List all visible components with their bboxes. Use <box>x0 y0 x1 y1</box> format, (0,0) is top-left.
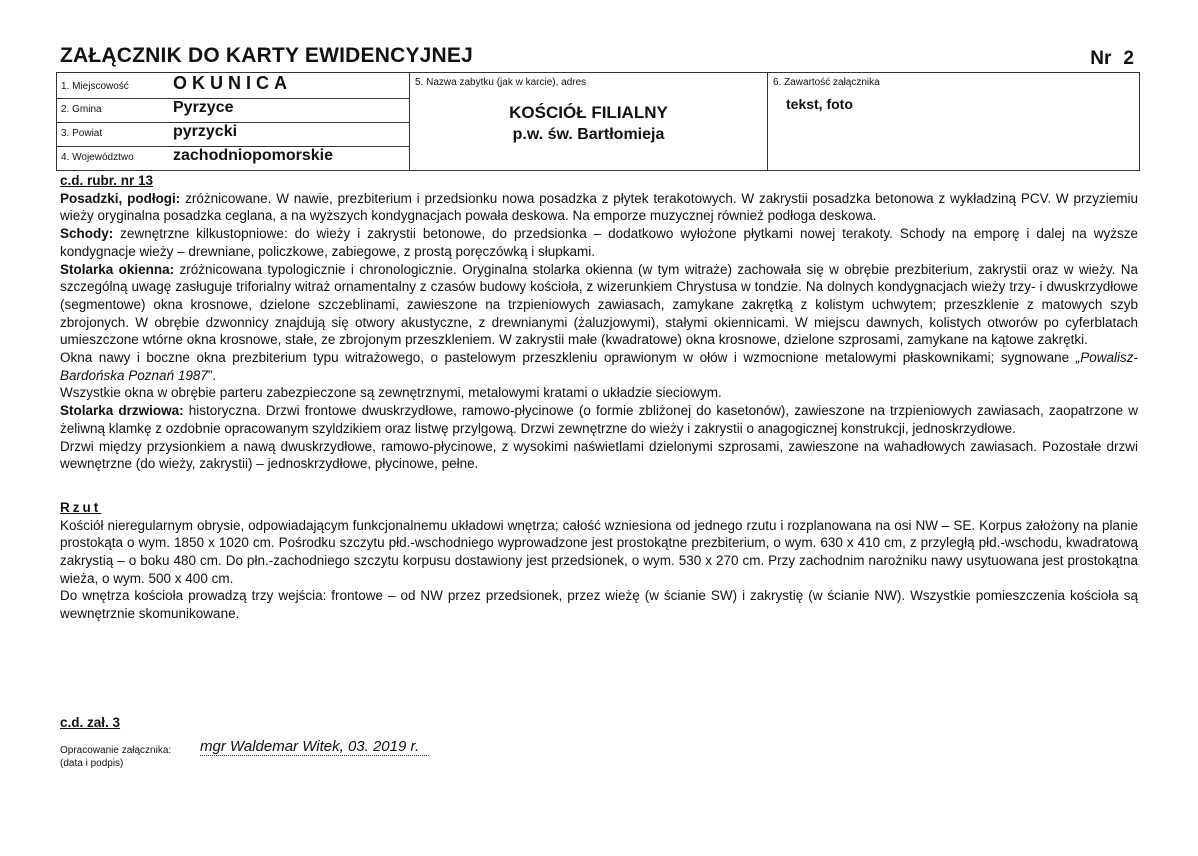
rzut-heading: Rzut <box>60 499 102 515</box>
okna-nawy-text: Okna nawy i boczne okna prezbiterium typu witrażowego, o pastelowym przeszkleniu oprawionym w ołów i wzmocnione metalowymi płaskownikami; sygnowane <box>60 350 1076 366</box>
okna-nawy-end: ”. <box>207 367 217 383</box>
zawartosc-cell <box>768 73 1140 171</box>
nazwa-line1: KOŚCIÓŁ FILIALNY <box>509 103 668 122</box>
powiat-value: pyrzycki <box>173 123 238 140</box>
powiat-cell <box>57 123 410 147</box>
okna-nawy-signature: „Powalisz-Bardońska Poznań 1987 <box>60 350 1138 383</box>
nazwa-cell <box>410 73 768 171</box>
zawartosc-label: 6. Zawartość załącznika <box>773 77 880 88</box>
preparation-block <box>60 744 171 770</box>
okienna-heading: Stolarka okienna: <box>60 261 175 277</box>
drzwiowa-text: historyczna. Drzwi frontowe dwuskrzydłowe, ramowo-płycinowe (o formie zbliżonej do kasetonów), zawieszone na trzpieniowych zawiasach, zaopatrzone w żeliwną klamkę z ozdobnie opracowanym szyldzikiem oraz listwę przylgową. Drzwi zewnętrzne do wieży i zakrystii o anagogicznej konstrukcji, jednoskrzydłowe. <box>60 403 1139 436</box>
gmina-cell <box>57 99 410 123</box>
document-body <box>60 172 1138 623</box>
wojewodztwo-cell <box>57 147 410 171</box>
document-title: ZAŁĄCZNIK DO KARTY EWIDENCYJNEJ <box>60 44 474 67</box>
attachment-number <box>1090 48 1134 70</box>
drzwiowa-heading: Stolarka drzwiowa: <box>60 403 184 419</box>
miejscowosc-label: 1. Miejscowość <box>61 81 129 92</box>
cd-zal-label: c.d. zał. 3 <box>60 715 121 730</box>
posadzki-paragraph <box>60 190 1138 225</box>
opracowanie-label: Opracowanie załącznika: <box>60 745 172 756</box>
okna-nawy-paragraph <box>60 349 1138 384</box>
header-table <box>56 72 1140 171</box>
cd-rubr-heading: c.d. rubr. nr 13 <box>60 173 154 188</box>
wojewodztwo-value: zachodniopomorskie <box>173 147 334 164</box>
zawartosc-value: tekst, foto <box>786 96 853 112</box>
nr-label: Nr <box>1090 48 1112 69</box>
signature: mgr Waldemar Witek, 03. 2019 r. <box>200 738 429 756</box>
gmina-value: Pyrzyce <box>173 99 234 116</box>
rzut-paragraph-2: Do wnętrza kościoła prowadzą trzy wejścia: frontowe – od NW przez przedsionek, przez wieżę (w ścianie SW) i zakrystię (w ścianie NW). Wszystkie pomieszczenia kościoła są wewnętrznie skomunikowane. <box>60 588 1138 622</box>
okienna-paragraph <box>60 261 1138 350</box>
okienna-text: zróżnicowana typologicznie i chronologicznie. Oryginalna stolarka okienna (w tym witraże) zachowała się w obrębie prezbiterium, zakrystii oraz w wieży. Na szczególną uwagę zasługuje triforialny witraż ornamentalny z czasów budowy kościoła, z wizerunkiem Chrystusa w tondzie. Na dolnych kondygnacjach wieży trzy- i dwuskrzydłowe (segmentowe) okna krosnowe, dzielone szczeblinami, zawieszone na trzpieniowych zawiasach, zamykane zakrętką z kolistym uchwytem; przeszklenie z matowych szyb zbrojonych. W obrębie dzwonnicy znajdują się otwory akustyczne, z drewnianymi (żaluzjowymi), stałymi okiennicami. W miejscu dawnych, kolistych otworów po cyferblatach umieszczone wtórne okna krosnowe, stałe, ze zbrojonym przeszkleniem. W zakrystii małe (kwadratowe) okna krosnowe, dzielone szprosami, zamykane na kątowe zakrętki. <box>60 261 1138 348</box>
miejscowosc-value: OKUNICA <box>173 73 292 93</box>
drzwiowa-paragraph <box>60 402 1138 437</box>
rzut-paragraph-1: Kościół nieregularnym obrysie, odpowiadającym funkcjonalnemu układowi wnętrza; całość wzniesiona od jednego rzutu i rozplanowana na osi NW – SE. Korpus założony na planie prostokąta o wym. 1850 x 1020 cm. Pośrodku szczytu płd.-wschodniego wyprowadzone jest prostokątne prezbiterium, o wym. 630 x 410 cm, z przyległą płd.-wschodu, kwadratową zakrystią – o boku 480 cm. Do płn.-zachodniego szczytu korpusu dostawiony jest przedsionek, o wym. 530 x 270 cm. Przy zachodnim narożniku nawy usytuowana jest prostokątna wieża, o wym. 500 x 400 cm. <box>60 517 1138 586</box>
drzwi2-paragraph: Drzwi między przysionkiem a nawą dwuskrzydłowe, ramowo-płycinowe, z wysokimi naświetlami dzielonymi szprosami, zawieszone na wahadłowych zawiasach. Pozostałe drzwi wewnętrzne (do wieży, zakrystii) – jednoskrzydłowe, płycinowe, pełne. <box>60 438 1138 472</box>
nr-value: 2 <box>1123 48 1134 69</box>
schody-heading: Schody: <box>60 226 114 242</box>
wojewodztwo-label: 4. Województwo <box>61 152 134 163</box>
nazwa-label: 5. Nazwa zabytku (jak w karcie), adres <box>415 77 587 88</box>
schody-paragraph <box>60 225 1138 260</box>
gmina-label: 2. Gmina <box>61 104 102 115</box>
nazwa-line2: p.w. św. Bartłomieja <box>512 126 665 143</box>
posadzki-heading: Posadzki, podłogi: <box>60 190 181 206</box>
powiat-label: 3. Powiat <box>61 128 103 139</box>
schody-text: zewnętrzne kilkustopniowe: do wieży i zakrystii betonowe, do przedsionka – dodatkowo wyłożone płytkami nowej terakoty. Schody na emporę i dalej na wyższe kondygnacje wieży – drewniane, policzkowe, zabiegowe, z prostą poręczówką i słupkami. <box>60 226 1138 259</box>
posadzki-text: zróżnicowane. W nawie, prezbiterium i przedsionku nowa posadzka z płytek terakotowych. W zakrystii posadzka betonowa z wykładziną PCV. W przyziemiu wieży oryginalna posadzka ceglana, a na wyższych kondygnacjach powała deskowa. Na emporze muzycznej również podłoga deskowa. <box>60 190 1138 224</box>
miejscowosc-cell <box>57 73 410 99</box>
data-podpis-label: (data i podpis) <box>60 758 124 769</box>
kraty-paragraph: Wszystkie okna w obrębie parteru zabezpieczone są zewnętrznymi, metalowymi kratami o układzie sieciowym. <box>60 385 722 401</box>
